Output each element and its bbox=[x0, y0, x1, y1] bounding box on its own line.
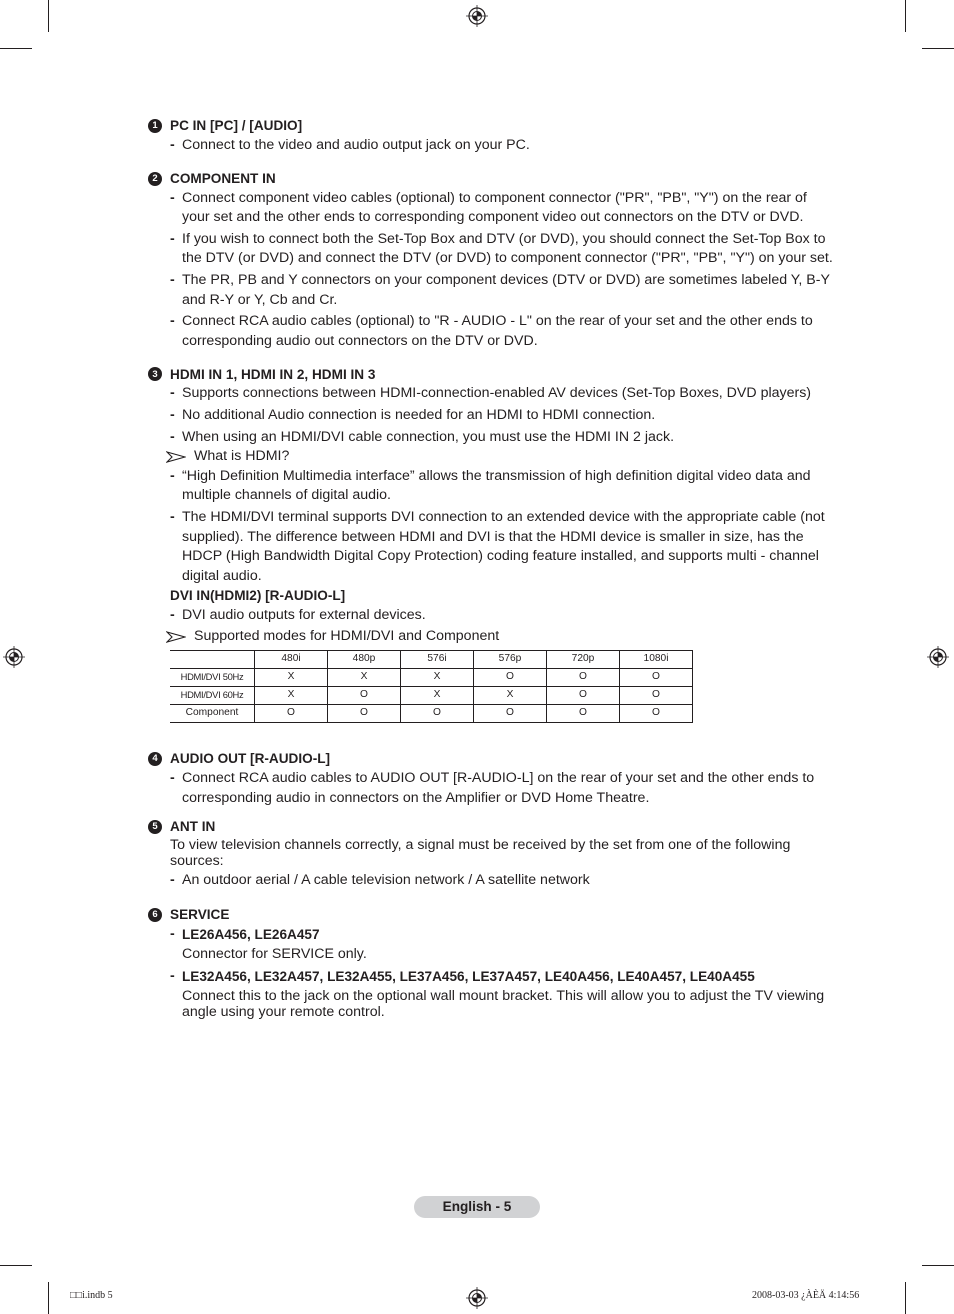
table-cell: O bbox=[328, 687, 401, 705]
item-text: When using an HDMI/DVI cable connection, you must use the HDMI IN 2 jack. bbox=[182, 428, 675, 445]
section-title: COMPONENT IN bbox=[170, 170, 276, 186]
slug-filename: □□i.indb 5 bbox=[70, 1290, 113, 1301]
list-item: - No additional Audio connection is needed for an HDMI to HDMI connection. bbox=[170, 406, 656, 423]
section-number-badge: 2 bbox=[148, 172, 162, 186]
item-text: Connector for SERVICE only. bbox=[182, 946, 367, 963]
section-title: AUDIO OUT [R-AUDIO-L] bbox=[170, 751, 331, 767]
section-number-badge: 1 bbox=[148, 119, 162, 133]
section-heading bbox=[148, 169, 838, 189]
list-item: - An outdoor aerial / A cable television network / A satellite network bbox=[170, 872, 590, 889]
list-item: - Connect RCA audio cables to AUDIO OUT [R-AUDIO-L] on the rear of your set and the other ends to corresponding audio in connectors on the Amplifier or DVD Home Theatre. bbox=[170, 770, 815, 806]
section-paragraph: To view television channels correctly, a signal must be received by the set from one of the following sources: bbox=[170, 837, 791, 870]
crop-mark bbox=[922, 48, 954, 49]
item-detail bbox=[148, 945, 838, 965]
section-component-in bbox=[148, 169, 838, 352]
column-header: 480p bbox=[328, 651, 401, 669]
item-text: Connect RCA audio cables to AUDIO OUT [R-AUDIO-L] on the rear of your set and the other ends to corresponding audio in connectors on the Amplifier or DVD Home Theatre. bbox=[182, 770, 815, 806]
section-heading bbox=[148, 116, 838, 136]
column-header: 720p bbox=[547, 651, 620, 669]
section-title: SERVICE bbox=[170, 907, 230, 923]
note bbox=[148, 447, 838, 467]
table-cell: O bbox=[328, 705, 401, 723]
list-item: - “High Definition Multimedia interface” allows the transmission of high definition digital video data and multiple channels of digital audio. bbox=[170, 467, 811, 504]
column-header: 480i bbox=[255, 651, 328, 669]
list-item: - The HDMI/DVI terminal supports DVI connection to an extended device with the appropriate cable (not supplied). The difference between HDMI and DVI is that the HDMI device is smaller in size, has the HDCP (High Bandwidth Digital Copy Protection) coding feature installed, and supports multi - channel digital audio. bbox=[170, 508, 825, 584]
subheading: DVI IN(HDMI2) [R-AUDIO-L] bbox=[170, 588, 346, 604]
item-text: If you wish to connect both the Set-Top Box and DTV (or DVD), you should connect the Set-Top Box to the DTV (or DVD) and connect the DTV (or DVD) to component connector ("PR", "PB", "Y") on your set. bbox=[182, 230, 833, 267]
section-number-badge: 4 bbox=[148, 752, 162, 766]
row-label: HDMI/DVI 60Hz bbox=[170, 687, 255, 705]
column-header: 576i bbox=[401, 651, 474, 669]
crop-mark bbox=[48, 0, 49, 32]
table-cell: X bbox=[401, 669, 474, 687]
column-header: 576p bbox=[474, 651, 547, 669]
crop-mark bbox=[922, 1265, 954, 1266]
list-item: - Connect to the video and audio output jack on your PC. bbox=[170, 137, 530, 153]
section-title: ANT IN bbox=[170, 819, 216, 835]
row-label: Component bbox=[170, 705, 255, 723]
list-item: - The PR, PB and Y connectors on your component devices (DTV or DVD) are sometimes labeled Y, B-Y and R-Y or Y, Cb and Cr. bbox=[170, 271, 830, 308]
item-text: Connect component video cables (optional) to component connector ("PR", "PB", "Y") on the rear of your set and the other ends to corresponding component video out connectors on the DTV or DVD. bbox=[182, 189, 807, 226]
crop-mark bbox=[905, 1282, 906, 1314]
section-heading bbox=[148, 749, 838, 769]
table-cell: X bbox=[255, 669, 328, 687]
table-cell: O bbox=[401, 705, 474, 723]
table-header-row bbox=[170, 651, 693, 669]
section-number-badge: 5 bbox=[148, 820, 162, 834]
list-item: - LE26A456, LE26A457 bbox=[170, 925, 320, 942]
table-cell: O bbox=[474, 669, 547, 687]
item-detail bbox=[148, 988, 838, 1020]
section-number-badge: 3 bbox=[148, 367, 162, 381]
table-corner bbox=[170, 651, 255, 669]
item-text: Supports connections between HDMI-connection-enabled AV devices (Set-Top Boxes, DVD players) bbox=[182, 385, 812, 402]
table-row bbox=[170, 705, 693, 723]
supported-modes-table bbox=[170, 650, 693, 723]
crop-mark bbox=[0, 48, 32, 49]
row-label: HDMI/DVI 50Hz bbox=[170, 669, 255, 687]
section-heading bbox=[148, 905, 838, 925]
section-heading bbox=[148, 817, 838, 837]
model-list: LE26A456, LE26A457 bbox=[182, 926, 320, 942]
column-header: 1080i bbox=[620, 651, 693, 669]
crop-mark bbox=[0, 1265, 32, 1266]
item-text: An outdoor aerial / A cable television network / A satellite network bbox=[182, 872, 590, 889]
list-item: - Supports connections between HDMI-connection-enabled AV devices (Set-Top Boxes, DVD players) bbox=[170, 385, 812, 402]
registration-target-icon bbox=[3, 646, 25, 668]
item-text: Connect RCA audio cables (optional) to "R - AUDIO - L" on the rear of your set and the other ends to corresponding audio out connectors on the DTV or DVD. bbox=[182, 313, 813, 349]
item-text: The HDMI/DVI terminal supports DVI connection to an extended device with the appropriate cable (not supplied). The difference between HDMI and DVI is that the HDMI device is smaller in size, has the HDCP (High Bandwidth Digital Copy Protection) coding feature installed, and supports multi - channel digital audio. bbox=[182, 508, 825, 584]
list-item: - DVI audio outputs for external devices. bbox=[170, 606, 426, 623]
table-cell: O bbox=[547, 705, 620, 723]
table-row bbox=[170, 687, 693, 705]
slug-timestamp: 2008-03-03 ¿ÀÈÄ 4:14:56 bbox=[752, 1290, 860, 1301]
note-text: What is HDMI? bbox=[194, 448, 290, 465]
list-item: - LE32A456, LE32A457, LE32A455, LE37A456, LE37A457, LE40A456, LE40A457, LE40A455 bbox=[170, 968, 755, 985]
table-cell: O bbox=[620, 669, 693, 687]
note bbox=[148, 627, 838, 647]
section-hdmi-in bbox=[148, 364, 838, 723]
model-list: LE32A456, LE32A457, LE32A455, LE37A456, LE37A457, LE40A456, LE40A457, LE40A455 bbox=[182, 969, 755, 985]
note-arrow-icon bbox=[166, 451, 186, 463]
crop-mark bbox=[48, 1282, 49, 1314]
page-number-label: English - 5 bbox=[414, 1196, 540, 1218]
table-cell: O bbox=[547, 669, 620, 687]
note-arrow-icon bbox=[166, 631, 186, 643]
item-text: Connect to the video and audio output jack on your PC. bbox=[182, 137, 530, 153]
table-cell: X bbox=[401, 687, 474, 705]
item-text: DVI audio outputs for external devices. bbox=[182, 606, 426, 623]
item-text: The PR, PB and Y connectors on your component devices (DTV or DVD) are sometimes labeled Y, B-Y and R-Y or Y, Cb and Cr. bbox=[182, 271, 830, 308]
list-item: - Connect component video cables (optional) to component connector ("PR", "PB", "Y") on the rear of your set and the other ends to corresponding component video out connectors on the DTV or DVD. bbox=[170, 189, 807, 226]
item-text: Connect this to the jack on the optional wall mount bracket. This will allow you to adjust the TV viewing angle using your remote control. bbox=[182, 987, 825, 1020]
section-title: HDMI IN 1, HDMI IN 2, HDMI IN 3 bbox=[170, 366, 376, 382]
list-item: - If you wish to connect both the Set-Top Box and DTV (or DVD), you should connect the Set-Top Box to the DTV (or DVD) and connect the DTV (or DVD) to component connector ("PR", "PB", "Y") on your set. bbox=[170, 230, 833, 267]
table-cell: O bbox=[620, 687, 693, 705]
list-item: - When using an HDMI/DVI cable connection, you must use the HDMI IN 2 jack. bbox=[170, 428, 675, 445]
section-heading bbox=[148, 364, 838, 384]
table-cell: X bbox=[255, 687, 328, 705]
note-text: Supported modes for HDMI/DVI and Component bbox=[194, 628, 500, 645]
table-cell: O bbox=[620, 705, 693, 723]
registration-target-icon bbox=[466, 5, 488, 27]
table-cell: O bbox=[255, 705, 328, 723]
list-item: - Connect RCA audio cables (optional) to "R - AUDIO - L" on the rear of your set and the other ends to corresponding audio out connectors on the DTV or DVD. bbox=[170, 313, 813, 349]
section-number-badge: 6 bbox=[148, 908, 162, 922]
item-text: No additional Audio connection is needed for an HDMI to HDMI connection. bbox=[182, 406, 656, 423]
table-cell: O bbox=[474, 705, 547, 723]
table-cell: X bbox=[328, 669, 401, 687]
section-pc-in bbox=[148, 116, 838, 156]
section-ant-in bbox=[148, 817, 838, 891]
registration-target-icon bbox=[927, 646, 949, 668]
table-row bbox=[170, 669, 693, 687]
table-cell: X bbox=[474, 687, 547, 705]
registration-target-icon bbox=[466, 1287, 488, 1309]
item-text: “High Definition Multimedia interface” allows the transmission of high definition digital video data and multiple channels of digital audio. bbox=[182, 467, 811, 504]
table-cell: O bbox=[547, 687, 620, 705]
section-title: PC IN [PC] / [AUDIO] bbox=[170, 118, 303, 134]
section-audio-out bbox=[148, 749, 838, 808]
crop-mark bbox=[905, 0, 906, 32]
section-service bbox=[148, 905, 838, 1020]
page-content bbox=[148, 116, 838, 1020]
